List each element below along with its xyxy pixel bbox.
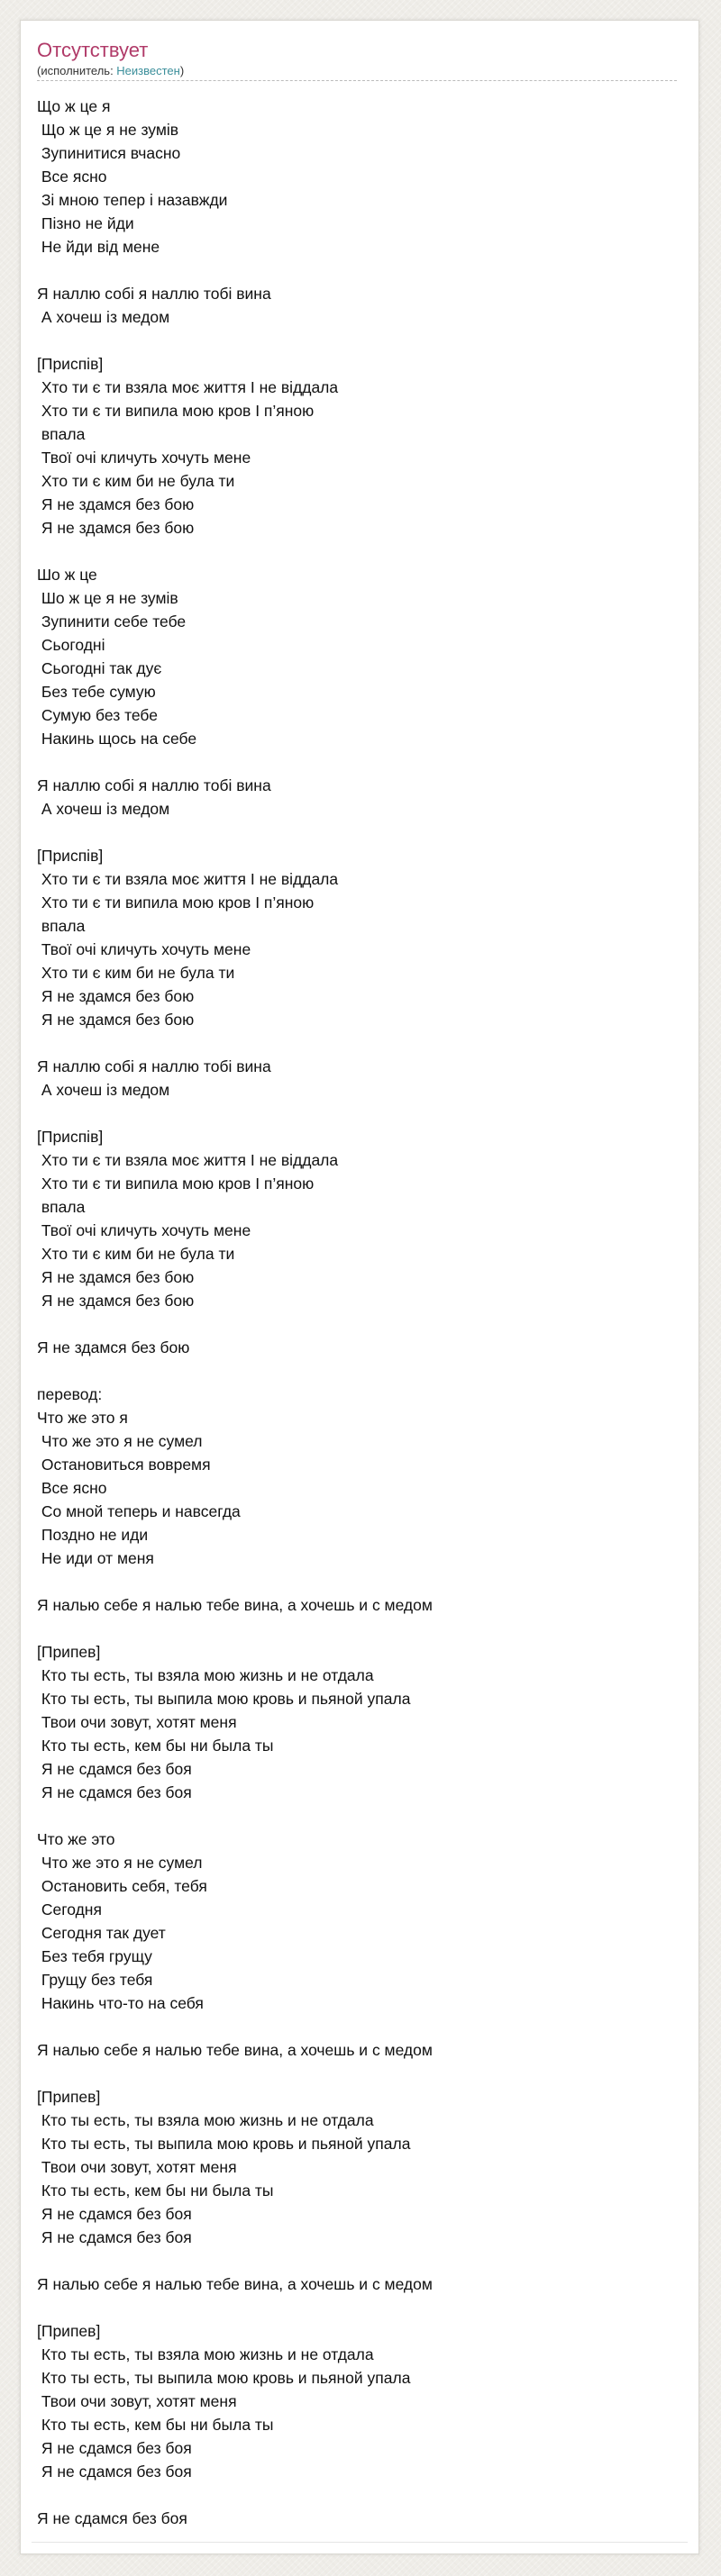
- lyric-line: Накинь щось на себе: [37, 730, 197, 748]
- lyric-blank-line: [37, 2483, 686, 2507]
- lyric-line: Хто ти є ти випила мою кров І п’яною: [37, 402, 315, 420]
- lyric-line: Я не сдамся без боя: [37, 2205, 192, 2223]
- lyric-line: Остановить себя, тебя: [37, 1877, 207, 1895]
- lyric-line: Я не здамся без бою: [37, 495, 195, 513]
- lyric-line: Пізно не йди: [37, 214, 134, 232]
- lyric-line: Я не здамся без бою: [37, 1292, 195, 1310]
- lyrics-body: [37, 95, 686, 2530]
- lyric-line: Грущу без тебя: [37, 1971, 153, 1989]
- lyric-line: А хочеш із медом: [37, 800, 170, 818]
- lyric-line: Я не сдамся без боя: [37, 2463, 192, 2481]
- lyric-line: [Приспів]: [37, 355, 104, 373]
- lyric-line: Твої очі кличуть хочуть мене: [37, 1221, 251, 1239]
- lyric-line: Хто ти є ти взяла моє життя І не віддала: [37, 1151, 339, 1169]
- lyric-line: Я не здамся без бою: [37, 1268, 195, 1286]
- lyric-blank-line: [37, 2015, 686, 2038]
- lyric-line: Я не здамся без бою: [37, 519, 195, 537]
- lyric-line: Сегодня: [37, 1900, 102, 1918]
- lyric-blank-line: [37, 2062, 686, 2085]
- artist-line: [37, 64, 677, 81]
- lyric-line: Я налью себе я налью тебе вина, а хочешь и с медом: [37, 2041, 433, 2059]
- lyric-blank-line: [37, 540, 686, 563]
- lyric-line: [Приспів]: [37, 847, 104, 865]
- lyric-line: впала: [37, 425, 86, 443]
- lyric-line: Хто ти є ти взяла моє життя І не віддала: [37, 378, 339, 396]
- lyric-line: Зупинити себе тебе: [37, 612, 187, 630]
- lyric-blank-line: [37, 329, 686, 352]
- lyric-line: Хто ти є ким би не була ти: [37, 964, 235, 982]
- lyric-line: Хто ти є ти взяла моє життя І не віддала: [37, 870, 339, 888]
- lyric-line: Сьогодні так дує: [37, 659, 162, 677]
- lyric-line: впала: [37, 1198, 86, 1216]
- lyric-line: Я наллю собі я наллю тобі вина: [37, 1057, 271, 1075]
- lyric-line: Сьогодні: [37, 636, 105, 654]
- lyric-line: Твої очі кличуть хочуть мене: [37, 449, 251, 467]
- lyric-blank-line: [37, 821, 686, 844]
- lyric-blank-line: [37, 1804, 686, 1828]
- lyric-line: Кто ты есть, ты взяла мою жизнь и не отдала: [37, 2111, 374, 2129]
- lyric-line: А хочеш із медом: [37, 1081, 170, 1099]
- artist-prefix: (исполнитель:: [37, 64, 117, 77]
- lyric-line: Поздно не иди: [37, 1526, 149, 1544]
- lyric-line: Я налью себе я налью тебе вина, а хочешь и с медом: [37, 2275, 433, 2293]
- lyric-line: впала: [37, 917, 86, 935]
- lyric-line: [Приспів]: [37, 1128, 104, 1146]
- song-title: Отсутствует: [37, 39, 149, 61]
- lyric-line: Кто ты есть, ты взяла мою жизнь и не отдала: [37, 1666, 374, 1684]
- lyric-blank-line: [37, 750, 686, 774]
- lyric-line: Я не сдамся без боя: [37, 2509, 187, 2527]
- lyric-blank-line: [37, 1031, 686, 1055]
- lyric-line: Я не сдамся без боя: [37, 1783, 192, 1801]
- lyric-line: перевод:: [37, 1385, 103, 1403]
- lyric-line: Что же это я: [37, 1409, 128, 1427]
- lyric-line: Хто ти є ти випила мою кров І п’яною: [37, 893, 315, 912]
- lyric-line: Твои очи зовут, хотят меня: [37, 1713, 237, 1731]
- lyric-line: Сегодня так дует: [37, 1924, 166, 1942]
- lyric-line: Без тебя грущу: [37, 1947, 152, 1965]
- lyric-line: Не йди від мене: [37, 238, 160, 256]
- bottom-divider: [32, 2542, 688, 2543]
- lyric-line: Кто ты есть, кем бы ни была ты: [37, 2181, 274, 2200]
- lyric-line: Я налью себе я налью тебе вина, а хочешь и с медом: [37, 1596, 433, 1614]
- lyric-line: Твої очі кличуть хочуть мене: [37, 940, 251, 958]
- lyric-line: Кто ты есть, кем бы ни была ты: [37, 1737, 274, 1755]
- lyric-line: Кто ты есть, ты выпила мою кровь и пьяной упала: [37, 1690, 411, 1708]
- artist-suffix: ): [179, 64, 185, 77]
- lyric-line: Что же это я не сумел: [37, 1854, 203, 1872]
- lyric-blank-line: [37, 1570, 686, 1593]
- lyric-line: [Припев]: [37, 2322, 101, 2340]
- lyric-line: Что же это: [37, 1830, 115, 1848]
- lyric-line: Кто ты есть, ты выпила мою кровь и пьяной упала: [37, 2135, 411, 2153]
- lyric-line: Я наллю собі я наллю тобі вина: [37, 776, 271, 794]
- lyric-line: Все ясно: [37, 168, 107, 186]
- artist-link[interactable]: Неизвестен: [116, 64, 180, 77]
- lyric-line: Кто ты есть, ты взяла мою жизнь и не отдала: [37, 2345, 374, 2363]
- lyric-line: Кто ты есть, кем бы ни была ты: [37, 2416, 274, 2434]
- lyric-line: [Припев]: [37, 2088, 101, 2106]
- lyric-line: Я наллю собі я наллю тобі вина: [37, 285, 271, 303]
- lyric-line: Твои очи зовут, хотят меня: [37, 2158, 237, 2176]
- lyric-line: Я не сдамся без боя: [37, 2228, 192, 2246]
- lyric-line: Хто ти є ти випила мою кров І п’яною: [37, 1175, 315, 1193]
- lyric-line: Все ясно: [37, 1479, 107, 1497]
- lyric-line: Я не здамся без бою: [37, 1011, 195, 1029]
- lyric-blank-line: [37, 2296, 686, 2319]
- lyric-line: Накинь что-то на себя: [37, 1994, 204, 2012]
- lyric-line: Со мной теперь и навсегда: [37, 1502, 241, 1520]
- lyric-blank-line: [37, 1312, 686, 1336]
- lyric-line: Зі мною тепер і назавжди: [37, 191, 228, 209]
- lyric-line: Хто ти є ким би не була ти: [37, 472, 235, 490]
- lyric-line: Кто ты есть, ты выпила мою кровь и пьяной упала: [37, 2369, 411, 2387]
- lyric-line: Я не здамся без бою: [37, 1338, 190, 1356]
- lyric-line: Я не здамся без бою: [37, 987, 195, 1005]
- lyric-line: Остановиться вовремя: [37, 1456, 211, 1474]
- lyric-blank-line: [37, 1359, 686, 1383]
- lyric-line: Твои очи зовут, хотят меня: [37, 2392, 237, 2410]
- lyric-line: Сумую без тебе: [37, 706, 158, 724]
- lyric-line: Що ж це я не зумів: [37, 121, 179, 139]
- lyric-line: Шо ж це я не зумів: [37, 589, 178, 607]
- lyric-line: Зупинитися вчасно: [37, 144, 181, 162]
- lyric-line: Шо ж це: [37, 566, 97, 584]
- lyric-line: Без тебе сумую: [37, 683, 156, 701]
- lyric-line: [Припев]: [37, 1643, 101, 1661]
- lyric-blank-line: [37, 2249, 686, 2272]
- lyric-blank-line: [37, 1102, 686, 1125]
- lyric-line: Не иди от меня: [37, 1549, 154, 1567]
- lyric-blank-line: [37, 259, 686, 282]
- lyrics-card: [20, 20, 699, 2554]
- lyric-line: Что же это я не сумел: [37, 1432, 203, 1450]
- song-header: [37, 39, 677, 81]
- lyric-line: Що ж це я: [37, 97, 111, 115]
- lyric-line: Я не сдамся без боя: [37, 1760, 192, 1778]
- lyric-line: Я не сдамся без боя: [37, 2439, 192, 2457]
- lyric-blank-line: [37, 1617, 686, 1640]
- lyric-line: Хто ти є ким би не була ти: [37, 1245, 235, 1263]
- lyric-line: А хочеш із медом: [37, 308, 170, 326]
